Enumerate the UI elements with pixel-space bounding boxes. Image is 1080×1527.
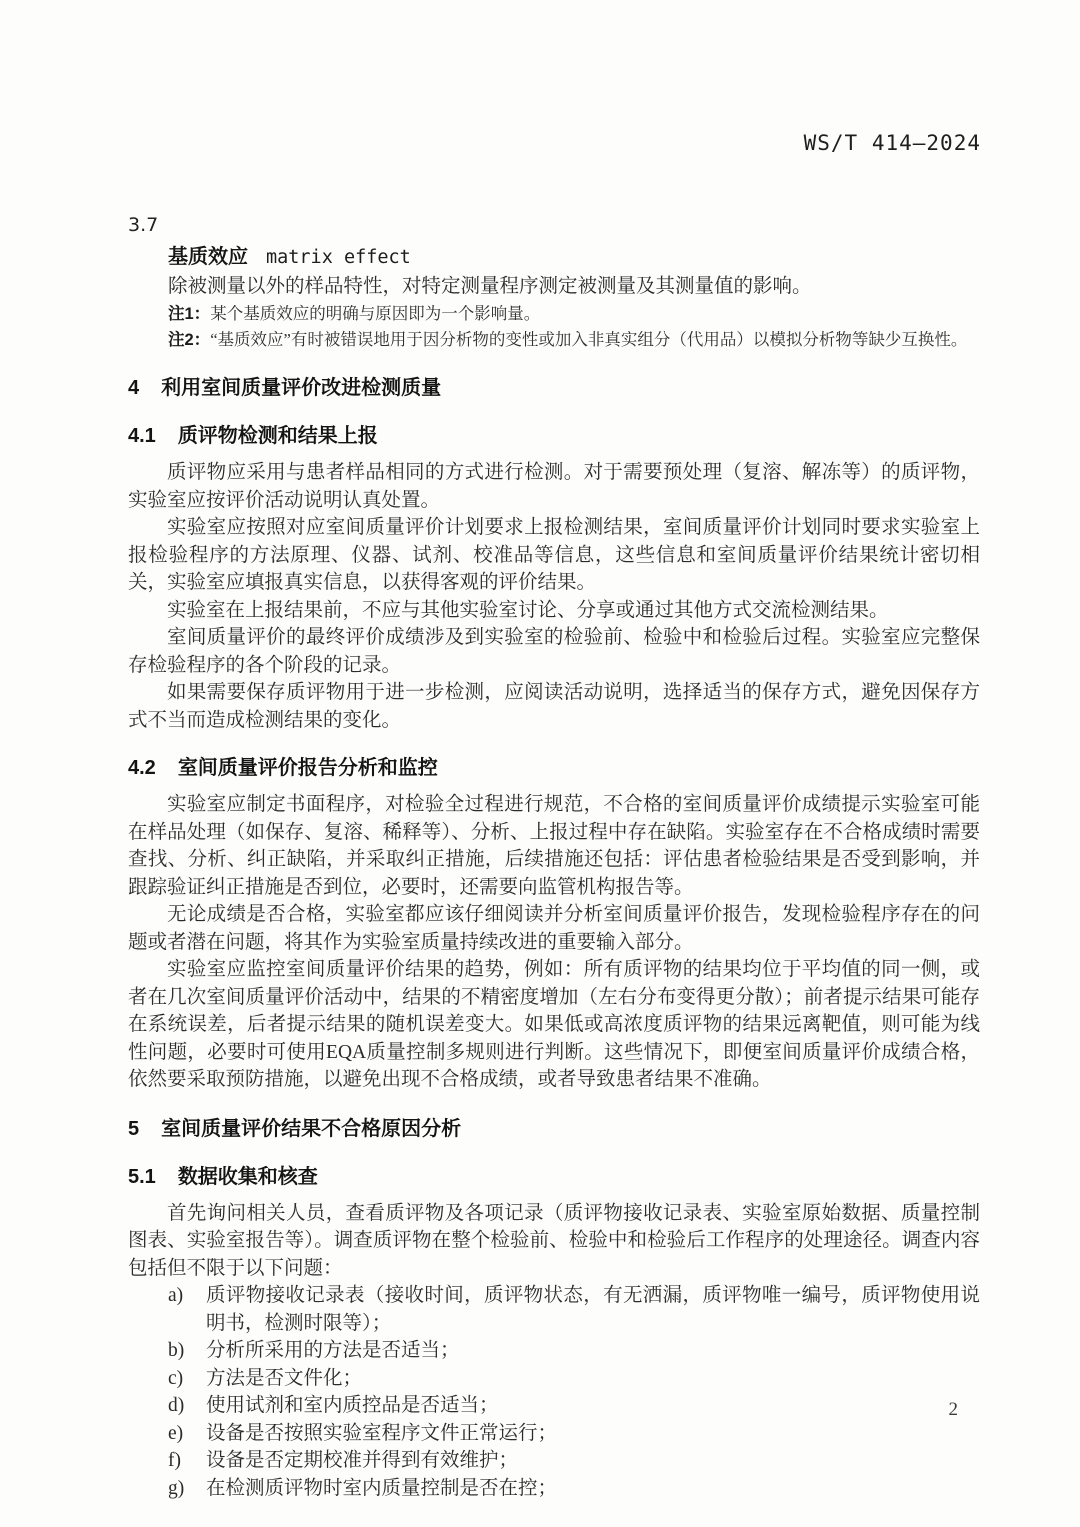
list-item — [168, 1447, 980, 1475]
section-4-2-heading — [128, 754, 980, 782]
list-item — [168, 1392, 980, 1420]
paragraph: 质评物应采用与患者样品相同的方式进行检测。对于需要预处理（复溶、解冻等）的质评物，实验室应按评价活动说明认真处置。 — [128, 462, 980, 511]
term-line — [168, 243, 980, 273]
list-item-label: g) — [168, 1477, 185, 1499]
list-item — [168, 1475, 980, 1503]
chapter-4-heading — [128, 374, 980, 402]
note-2-label: 注2： — [168, 331, 211, 349]
list-item-text: 在检测质评物时室内质量控制是否在控； — [206, 1477, 558, 1499]
paragraph: 室间质量评价的最终评价成绩涉及到实验室的检验前、检验中和检验后过程。实验室应完整保存检验程序的各个阶段的记录。 — [128, 627, 980, 676]
checklist — [168, 1282, 980, 1502]
note-1-text: 某个基质效应的明确与原因即为一个影响量。 — [210, 304, 541, 323]
list-item — [168, 1282, 980, 1337]
list-item-text: 使用试剂和室内质控品是否适当； — [206, 1395, 499, 1416]
list-item-label: f) — [168, 1450, 181, 1471]
paragraph: 实验室应监控室间质量评价结果的趋势，例如：所有质评物的结果均位于平均值的同一侧，或者在几次室间质量评价活动中，结果的不精密度增加（左右分布变得更分散）；前者提示结果可能存在系统误差，后者提示结果的随机误差变大。如果低或高浓度质评物的结果远离靶值，则可能为线性问题，必要时可使用EQA质量控制多规则进行判断。这些情况下，即便室间质量评价成绩合格，依然要采取预防措施，以避免出现不合格成绩，或者导致患者结果不准确。 — [128, 959, 980, 1090]
section-4-1-title: 质评物检测和结果上报 — [177, 425, 378, 447]
section-4-2-title: 室间质量评价报告分析和监控 — [177, 757, 438, 779]
term-note-2 — [168, 327, 980, 353]
paragraph: 实验室应按照对应室间质量评价计划要求上报检测结果，室间质量评价计划同时要求实验室上报检验程序的方法原理、仪器、试剂、校准品等信息，这些信息和室间质量评价结果统计密切相关，实验室应填报真实信息，以获得客观的评价结果。 — [128, 517, 980, 593]
list-item-label: e) — [168, 1422, 184, 1444]
chapter-5-title: 室间质量评价结果不合格原因分析 — [161, 1117, 462, 1140]
page-content — [128, 214, 980, 1502]
list-item — [168, 1365, 980, 1393]
list-item — [168, 1420, 980, 1448]
section-4-1-heading — [128, 422, 980, 450]
paragraph: 无论成绩是否合格，实验室都应该仔细阅读并分析室间质量评价报告，发现检验程序存在的问题或者潜在问题，将其作为实验室质量持续改进的重要输入部分。 — [128, 904, 980, 953]
chapter-5-heading — [128, 1115, 980, 1143]
term-section — [168, 243, 980, 353]
section-5-1-intro: 首先询问相关人员，查看质评物及各项记录（质评物接收记录表、实验室原始数据、质量控制图表、实验室报告等）。调查质评物在整个检验前、检验中和检验后工作程序的处理途径。调查内容包括但不限于以下问题： — [128, 1202, 980, 1279]
list-item-label: b) — [168, 1340, 185, 1361]
term-section-number: 3.7 — [128, 214, 159, 236]
list-item-label: d) — [168, 1395, 185, 1416]
chapter-5-number: 5 — [128, 1117, 140, 1140]
note-2-text: “基质效应”有时被错误地用于因分析物的变性或加入非真实组分（代用品）以模拟分析物等缺少互换性。 — [210, 330, 968, 349]
list-item-text: 方法是否文件化； — [206, 1367, 363, 1389]
note-1-label: 注1： — [168, 305, 211, 323]
standard-code-header: WS/T 414—2024 — [803, 131, 981, 155]
section-5-1-heading — [128, 1163, 980, 1191]
section-5-1-title: 数据收集和核查 — [177, 1165, 318, 1188]
chapter-4-title: 利用室间质量评价改进检测质量 — [161, 377, 442, 399]
list-item-text: 设备是否定期校准并得到有效维护； — [206, 1450, 519, 1471]
paragraph: 实验室应制定书面程序，对检验全过程进行规范，不合格的室间质量评价成绩提示实验室可能在样品处理（如保存、复溶、稀释等）、分析、上报过程中存在缺陷。实验室存在不合格成绩时需要查找、分析、纠正缺陷，并采取纠正措施，后续措施还包括：评估患者检验结果是否受到影响，并跟踪验证纠正措施是否到位，必要时，还需要向监管机构报告等。 — [128, 794, 980, 898]
list-item-label: a) — [168, 1285, 184, 1306]
paragraph: 如果需要保存质评物用于进一步检测，应阅读活动说明，选择适当的保存方式，避免因保存方式不当而造成检测结果的变化。 — [128, 682, 980, 731]
list-item-label: c) — [168, 1367, 184, 1389]
section-4-1-number: 4.1 — [128, 425, 156, 447]
list-item-text: 分析所采用的方法是否适当； — [206, 1340, 460, 1361]
list-item-text: 质评物接收记录表（接收时间，质评物状态，有无洒漏，质评物唯一编号，质评物使用说明书，检测时限等）； — [206, 1285, 980, 1334]
term-chinese: 基质效应 — [168, 246, 248, 268]
chapter-4-number: 4 — [128, 377, 140, 399]
section-4-2-number: 4.2 — [128, 757, 156, 779]
term-english: matrix effect — [266, 247, 411, 268]
paragraph: 实验室在上报结果前，不应与其他实验室讨论、分享或通过其他方式交流检测结果。 — [167, 599, 889, 621]
section-5-1-number: 5.1 — [128, 1165, 156, 1188]
term-note-1 — [168, 301, 980, 327]
list-item-text: 设备是否按照实验室程序文件正常运行； — [206, 1422, 558, 1444]
list-item — [168, 1337, 980, 1365]
term-definition: 除被测量以外的样品特性，对特定测量程序测定被测量及其测量值的影响。 — [168, 276, 812, 297]
page-number: 2 — [948, 1399, 958, 1420]
